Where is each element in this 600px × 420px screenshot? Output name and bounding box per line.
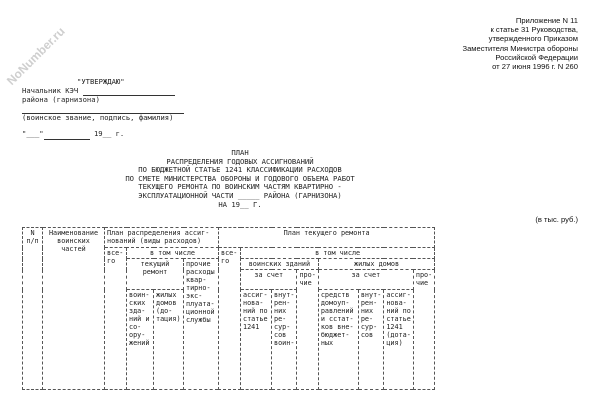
col-name-header: Наименование воинских частей (43, 228, 105, 390)
appendix-line: Заместителя Министра обороны (462, 43, 578, 53)
chief-label: Начальник КЭЧ (22, 85, 79, 95)
district-label: района (гарнизона) (22, 95, 100, 105)
repair-incl-header: в том числе (241, 248, 435, 259)
date-day: "___" (22, 129, 44, 139)
appendix-block (338, 16, 578, 71)
alloc-mil-header: воин- ских зда- ний и со- ору- жений (127, 290, 154, 390)
col-num-header: N п/п (23, 228, 43, 390)
alloc-other-header: прочие расходы квар- тирно- экс- плуата- ционной службы (184, 259, 219, 390)
plan-title-line: ПО БЮДЖЕТНОЙ СТАТЬЕ 1241 КЛАССИФИКАЦИИ РАСХОДОВ (138, 165, 342, 175)
alloc-header: План распределения ассиг- нований (виды расходов) (105, 228, 219, 248)
repair-housing-a3-header: ассиг- нова- ний по статье 1241 (дота- ция) (384, 290, 414, 390)
repair-mil-a1-header: ассиг- нова- ний по статье 1241 (241, 290, 272, 390)
plan-title-line: РАСПРЕДЕЛЕНИЯ ГОДОВЫХ АССИГНОВАНИЙ (166, 156, 314, 166)
repair-total-header: все- го (219, 248, 241, 390)
repair-mil-account-header: за счет (241, 270, 297, 290)
alloc-current-header: текущий ремонт (127, 259, 184, 290)
signature-caption: (воинское звание, подпись, фамилия) (22, 112, 174, 122)
repair-housing-other-header: про- чие (413, 270, 434, 390)
date-year: 19__ г. (93, 129, 125, 139)
repair-mil-other-header: про- чие (297, 270, 318, 390)
approve-title: "УТВЕРЖДАЮ" (77, 77, 125, 86)
repair-housing-a1-header: средств домоуп- равлений и сстат- ков вне- бюджет- ных (318, 290, 358, 390)
date-line (22, 130, 222, 140)
plan-title-line: ТЕКУЩЕГО РЕМОНТА ПО ВОИНСКИМ ЧАСТЯМ КВАРТИРНО - (138, 182, 342, 192)
appendix-line: утвержденного Приказом (488, 34, 578, 44)
plan-title-line: ЭКСПЛУАТАЦИОННОЙ ЧАСТИ _____ РАЙОНА (ГАРНИЗОНА) (138, 190, 342, 200)
alloc-total-header: все- го (105, 248, 127, 390)
repair-housing-header: жилых домов (318, 259, 434, 270)
plan-title-line: ПО СМЕТЕ МИНИСТЕРСТВА ОБОРОНЫ И ГОДОВОГО ОБЪЕМА РАБОТ (125, 173, 355, 183)
repair-mil-header: воинских зданий (241, 259, 319, 270)
plan-title (40, 149, 440, 209)
repair-header: План текущего ремонта (219, 228, 435, 248)
repair-housing-account-header: за счет (318, 270, 413, 290)
alloc-housing-header: жилых домов (до- тация) (154, 290, 184, 390)
repair-housing-a2-header: внут- рен- них ре- сур- сов (358, 290, 383, 390)
approve-block (22, 78, 222, 140)
district-line (22, 96, 222, 105)
plan-title-line: НА 19__ Г. (218, 199, 262, 209)
alloc-incl-header: в том числе (127, 248, 219, 259)
plan-table (22, 227, 435, 390)
repair-mil-a2-header: внут- рен- них ре- сур- сов воин- (272, 290, 297, 390)
appendix-line: к статье 31 Руководства, (490, 25, 578, 35)
watermark: NoNumber.ru (4, 24, 68, 88)
units-label: (в тыс. руб.) (535, 215, 578, 224)
appendix-line: от 27 июня 1996 г. N 260 (492, 62, 578, 72)
date-month-blank (44, 130, 90, 140)
appendix-line: Российской Федерации (495, 52, 578, 62)
appendix-line: Приложение N 11 (515, 16, 578, 25)
plan-title-line: ПЛАН (231, 148, 249, 157)
